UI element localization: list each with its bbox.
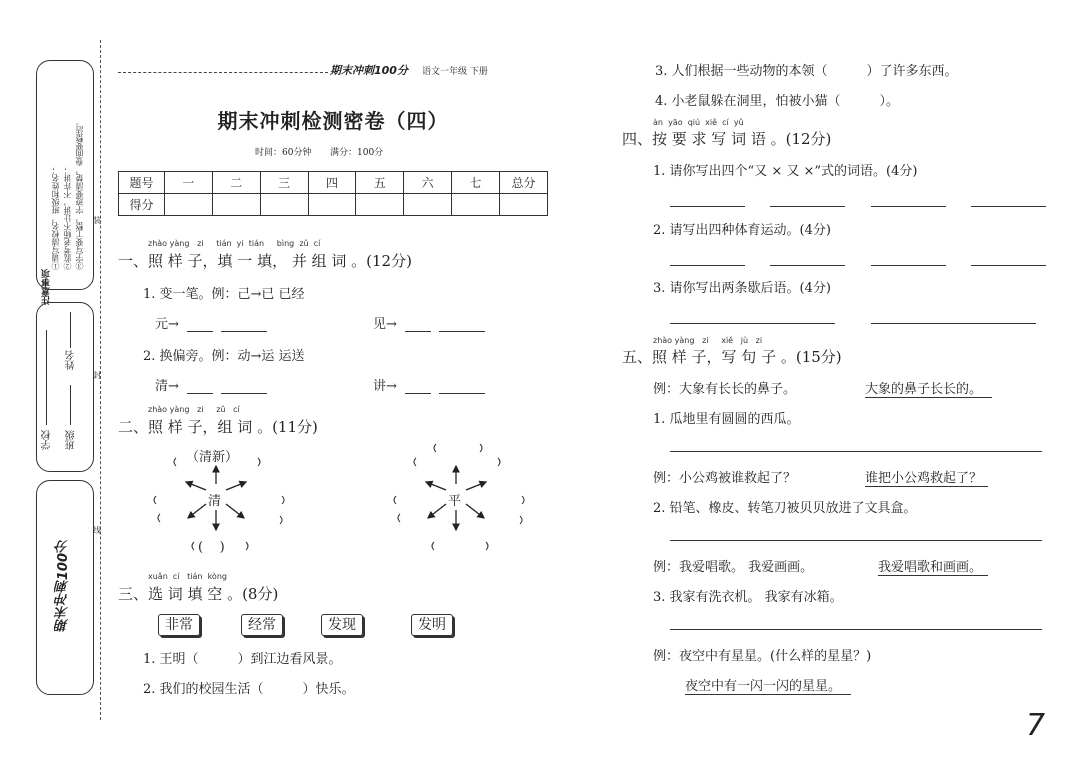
score-cell[interactable] <box>165 194 213 216</box>
s1-q1a: 元→ <box>155 313 267 332</box>
class-label: 班级 <box>66 430 77 450</box>
score-row-label: 得分 <box>119 194 165 216</box>
answer-blank[interactable] <box>221 378 267 394</box>
answer-blank[interactable] <box>770 250 845 266</box>
s5-ex2-answer: 谁把小公鸡救起了？ <box>865 467 988 487</box>
answer-blank[interactable] <box>670 250 745 266</box>
score-head-6: 六 <box>404 172 452 194</box>
s5-ex3: 例：我爱唱歌。 我爱画画。 <box>653 560 814 575</box>
cut-label-2: 封 <box>93 371 101 380</box>
note-3: ③字写要工整，字迹要清楚，卷面要整洁。 <box>75 118 84 270</box>
s1-q1: 1. 变一笔。例：己→已 已经 <box>143 287 305 302</box>
score-cell[interactable] <box>452 194 500 216</box>
answer-blank[interactable] <box>221 316 267 332</box>
answer-blank[interactable] <box>405 316 431 332</box>
s3-title: 三、选 词 填 空 。(8分) <box>118 585 279 603</box>
note-1: ①请写清校名，班级和姓名； <box>51 166 60 270</box>
s4-title: 四、按 要 求 写 词 语 。(12分) <box>622 130 832 148</box>
score-head-3: 三 <box>260 172 308 194</box>
answer-blank[interactable] <box>187 316 213 332</box>
word-box-3: 发现 <box>321 614 363 636</box>
s5-q2-answer-line[interactable] <box>670 525 1042 541</box>
s5-ex1: 例：大象有长长的鼻子。 <box>653 382 797 397</box>
s5-pinyin: zhào yàng zi xiě jù zi <box>653 336 763 345</box>
s3-q1: 1. 王明（ ）到江边看风景。 <box>143 652 342 667</box>
answer-blank[interactable] <box>187 378 213 394</box>
school-label: 学校 <box>42 430 53 450</box>
score-head-label: 题号 <box>119 172 165 194</box>
answer-blank[interactable] <box>971 191 1046 207</box>
exam-title: 期末冲刺检测密卷（四） <box>217 109 449 133</box>
s4-q3-blanks <box>670 305 1036 324</box>
cut-label-1: 装 <box>93 216 101 225</box>
score-cell[interactable] <box>260 194 308 216</box>
answer-blank[interactable] <box>871 250 946 266</box>
left-center-char: 清 <box>208 494 222 509</box>
page-number: 7 <box>1026 708 1046 743</box>
word-box-1: 非常 <box>158 614 200 636</box>
answer-blank[interactable] <box>439 378 485 394</box>
s5-q1-answer-line[interactable] <box>670 436 1042 452</box>
score-head-1: 一 <box>165 172 213 194</box>
score-head-7: 七 <box>452 172 500 194</box>
word-box-4: 发明 <box>411 614 453 636</box>
s5-q2: 2. 铅笔、橡皮、转笔刀被贝贝放进了文具盒。 <box>653 501 917 516</box>
s3-q4: 4. 小老鼠躲在洞里，怕被小猫（ ）。 <box>655 94 900 109</box>
left-example-word: （清新） <box>186 450 239 465</box>
s1-q2a: 清→ <box>155 375 267 394</box>
score-table <box>118 171 548 216</box>
score-head-5: 五 <box>356 172 404 194</box>
word-box-2: 经常 <box>241 614 283 636</box>
score-cell[interactable] <box>212 194 260 216</box>
s2-pinyin: zhào yàng zi zǔ cí <box>148 405 240 414</box>
right-center-char: 平 <box>448 494 462 509</box>
name-label: 姓名 <box>66 350 77 370</box>
s4-q1: 1. 请你写出四个“又 × 又 ×”式的词语。(4分) <box>653 164 918 179</box>
s4-pinyin: àn yāo qiú xiě cí yǔ <box>653 118 744 127</box>
s5-q3-answer-line[interactable] <box>670 614 1042 630</box>
exam-score: 满分：100分 <box>330 148 384 158</box>
s1-q2b: 讲→ <box>373 375 485 394</box>
s5-ex4: 例：夜空中有星星。(什么样的星星？) <box>653 649 872 664</box>
score-cell[interactable] <box>500 194 548 216</box>
header-dashes <box>118 72 328 73</box>
score-cell[interactable] <box>356 194 404 216</box>
exam-time: 时间：60分钟 <box>255 148 312 158</box>
s4-q2-blanks <box>670 247 1046 266</box>
cut-label-3: 线 <box>93 526 101 535</box>
s5-q1: 1. 瓜地里有圆圆的西瓜。 <box>653 412 800 427</box>
score-cell[interactable] <box>308 194 356 216</box>
score-head-total: 总分 <box>500 172 548 194</box>
s1-title: 一、照 样 子，填 一 填， 并 组 词 。(12分) <box>118 252 412 270</box>
score-head-2: 二 <box>212 172 260 194</box>
s5-title: 五、照 样 子，写 句 子 。(15分) <box>622 348 842 366</box>
s3-q2: 2. 我们的校园生活（ ）快乐。 <box>143 682 355 697</box>
s1-pinyin: zhào yàng zi tián yi tián bìng zǔ cí <box>148 239 321 248</box>
left-margin <box>0 40 105 720</box>
s4-q3: 3. 请你写出两条歇后语。(4分) <box>653 281 831 296</box>
s1-q2: 2. 换偏旁。例：动→运 运送 <box>143 349 305 364</box>
s5-q3: 3. 我家有洗衣机。 我家有冰箱。 <box>653 590 843 605</box>
s5-ex2: 例：小公鸡被谁救起了？ <box>653 471 797 486</box>
s3-pinyin: xuǎn cí tián kòng <box>148 572 227 581</box>
answer-blank[interactable] <box>871 191 946 207</box>
header-brand: 期末冲刺100分 <box>330 64 408 77</box>
s4-q1-blanks <box>670 188 1046 207</box>
score-head-4: 四 <box>308 172 356 194</box>
answer-blank[interactable] <box>439 316 485 332</box>
s5-ex3-answer: 我爱唱歌和画画。 <box>878 556 988 576</box>
s2-title: 二、照 样 子，组 词 。(11分) <box>118 418 318 436</box>
header-subject: 语文一年级 下册 <box>422 67 488 77</box>
margin-brand: 期末冲刺100分 <box>56 540 71 633</box>
s4-q2: 2. 请写出四种体育运动。(4分) <box>653 223 831 238</box>
note-2: ②监考老师不让讲，不许讲； <box>63 166 72 270</box>
notes-title: 注意事项 <box>42 269 52 305</box>
score-cell[interactable] <box>404 194 452 216</box>
s5-ex1-answer: 大象的鼻子长长的。 <box>865 378 992 398</box>
s1-q1b: 见→ <box>373 313 485 332</box>
answer-blank[interactable] <box>971 250 1046 266</box>
answer-blank[interactable] <box>871 308 1036 324</box>
left-blank-bottom[interactable]: ( ) <box>198 540 225 555</box>
s5-ex4-answer: 夜空中有一闪一闪的星星。 <box>685 675 851 695</box>
s3-q3: 3. 人们根据一些动物的本领（ ）了许多东西。 <box>655 64 958 79</box>
answer-blank[interactable] <box>405 378 431 394</box>
answer-blank[interactable] <box>670 191 745 207</box>
answer-blank[interactable] <box>670 308 835 324</box>
answer-blank[interactable] <box>770 191 845 207</box>
